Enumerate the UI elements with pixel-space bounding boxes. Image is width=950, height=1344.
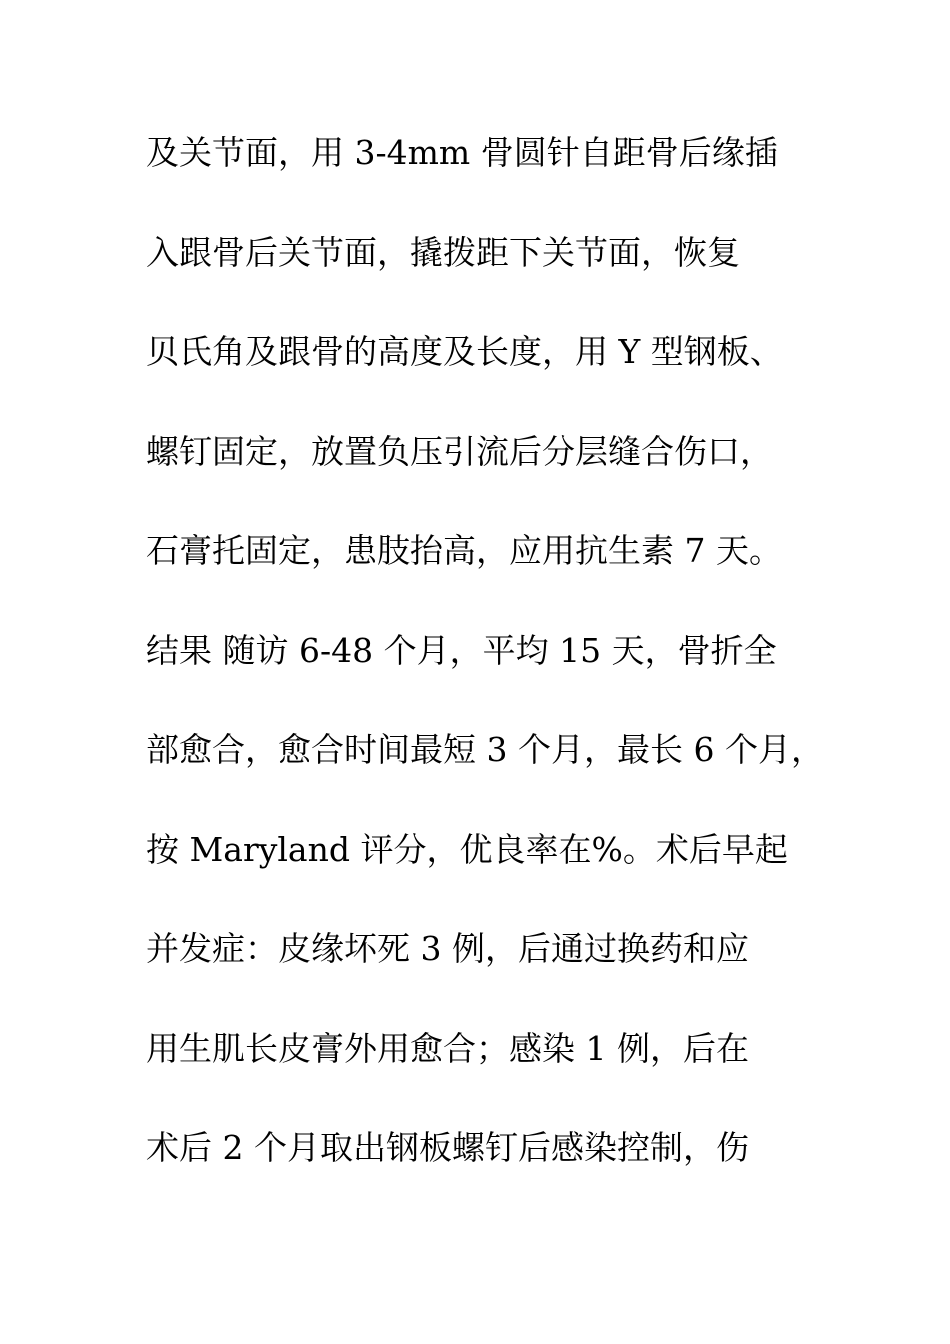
text-line: 按 Maryland 评分，优良率在%。术后早起	[146, 829, 788, 869]
document-body	[146, 127, 846, 1222]
text-line: 贝氏角及跟骨的高度及长度，用 Y 型钢板、	[146, 332, 783, 371]
text-line: 石膏托固定，患肢抬高，应用抗生素 7 天。	[146, 531, 782, 570]
text-line: 术后 2 个月取出钢板螺钉后感染控制，伤	[146, 1128, 749, 1167]
text-line: 入跟骨后关节面，撬拨距下关节面，恢复	[146, 232, 740, 272]
text-line: 螺钉固定，放置负压引流后分层缝合伤口，	[146, 431, 773, 471]
text-line: 并发症：皮缘坏死 3 例，后通过换药和应	[146, 929, 749, 968]
text-line: 结果 随访 6-48 个月，平均 15 天，骨折全	[146, 630, 777, 670]
text-line: 部愈合，愈合时间最短 3 个月，最长 6 个月，	[146, 730, 824, 769]
text-line: 用生肌长皮膏外用愈合；感染 1 例，后在	[146, 1028, 749, 1068]
text-line: 及关节面，用 3-4mm 骨圆针自距骨后缘插	[146, 133, 778, 172]
